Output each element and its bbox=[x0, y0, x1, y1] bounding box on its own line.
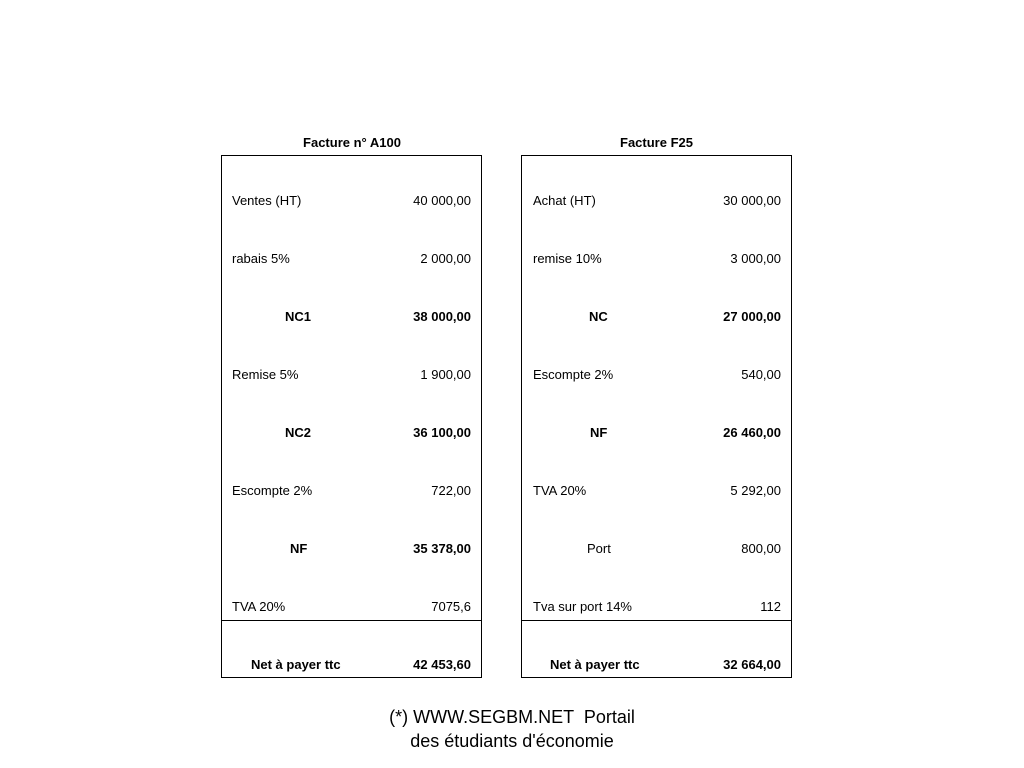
footer-note bbox=[312, 705, 712, 753]
row-value: 35 378,00 bbox=[413, 541, 471, 556]
invoice-b-row-purchase bbox=[522, 192, 791, 210]
row-value: 26 460,00 bbox=[723, 425, 781, 440]
row-label: Escompte 2% bbox=[533, 367, 614, 382]
invoice-a-row-discount bbox=[222, 366, 481, 384]
invoice-a-row-sales bbox=[222, 192, 481, 210]
invoice-b-row-discount bbox=[522, 250, 791, 268]
invoice-a-row-escompte bbox=[222, 482, 481, 500]
row-value: 36 100,00 bbox=[413, 425, 471, 440]
invoice-b-row-escompte bbox=[522, 366, 791, 384]
row-label: NC bbox=[589, 309, 608, 324]
total-value: 32 664,00 bbox=[723, 657, 781, 672]
row-value: 40 000,00 bbox=[413, 193, 471, 208]
row-label: NC1 bbox=[285, 309, 312, 324]
invoice-b-row-port-tva bbox=[522, 598, 791, 616]
invoice-a-title: Facture n° A100 bbox=[303, 135, 401, 150]
table-divider bbox=[522, 620, 791, 621]
row-value: 540,00 bbox=[741, 367, 781, 382]
invoice-a-row-rebate bbox=[222, 250, 481, 268]
total-label: Net à payer ttc bbox=[550, 657, 640, 672]
row-value: 2 000,00 bbox=[420, 251, 471, 266]
invoice-b-title: Facture F25 bbox=[620, 135, 693, 150]
invoice-a-row-nc1 bbox=[222, 308, 481, 326]
total-label: Net à payer ttc bbox=[251, 657, 341, 672]
row-label: TVA 20% bbox=[533, 483, 587, 498]
row-label: Remise 5% bbox=[232, 367, 299, 382]
invoice-a-row-nf bbox=[222, 540, 481, 558]
invoice-a-row-total bbox=[222, 656, 481, 674]
invoice-b-row-nf bbox=[522, 424, 791, 442]
row-label: NC2 bbox=[285, 425, 312, 440]
row-label: Tva sur port 14% bbox=[533, 599, 632, 614]
row-value: 38 000,00 bbox=[413, 309, 471, 324]
row-value: 30 000,00 bbox=[723, 193, 781, 208]
row-value: 112 bbox=[760, 599, 781, 614]
row-value: 5 292,00 bbox=[730, 483, 781, 498]
invoice-b-table bbox=[521, 155, 792, 678]
row-value: 3 000,00 bbox=[730, 251, 781, 266]
footer-line-1: (*) WWW.SEGBM.NET Portail bbox=[389, 707, 635, 727]
total-value: 42 453,60 bbox=[413, 657, 471, 672]
row-value: 1 900,00 bbox=[420, 367, 471, 382]
invoice-a-table bbox=[221, 155, 482, 678]
row-label: TVA 20% bbox=[232, 599, 286, 614]
invoice-b-row-tva bbox=[522, 482, 791, 500]
row-value: 7075,6 bbox=[431, 599, 471, 614]
row-label: Escompte 2% bbox=[232, 483, 313, 498]
row-value: 27 000,00 bbox=[723, 309, 781, 324]
table-divider bbox=[222, 620, 481, 621]
invoice-b-row-nc bbox=[522, 308, 791, 326]
invoice-a-row-tva bbox=[222, 598, 481, 616]
row-label: NF bbox=[290, 541, 308, 556]
invoice-b-row-port bbox=[522, 540, 791, 558]
row-label: remise 10% bbox=[533, 251, 602, 266]
row-label: Ventes (HT) bbox=[232, 193, 302, 208]
row-label: NF bbox=[590, 425, 608, 440]
row-label: Achat (HT) bbox=[533, 193, 596, 208]
row-label: Port bbox=[587, 541, 611, 556]
row-value: 722,00 bbox=[431, 483, 471, 498]
footer-line-2: des étudiants d'économie bbox=[410, 731, 614, 751]
invoice-b-row-total bbox=[522, 656, 791, 674]
invoice-a-row-nc2 bbox=[222, 424, 481, 442]
row-label: rabais 5% bbox=[232, 251, 290, 266]
row-value: 800,00 bbox=[741, 541, 781, 556]
